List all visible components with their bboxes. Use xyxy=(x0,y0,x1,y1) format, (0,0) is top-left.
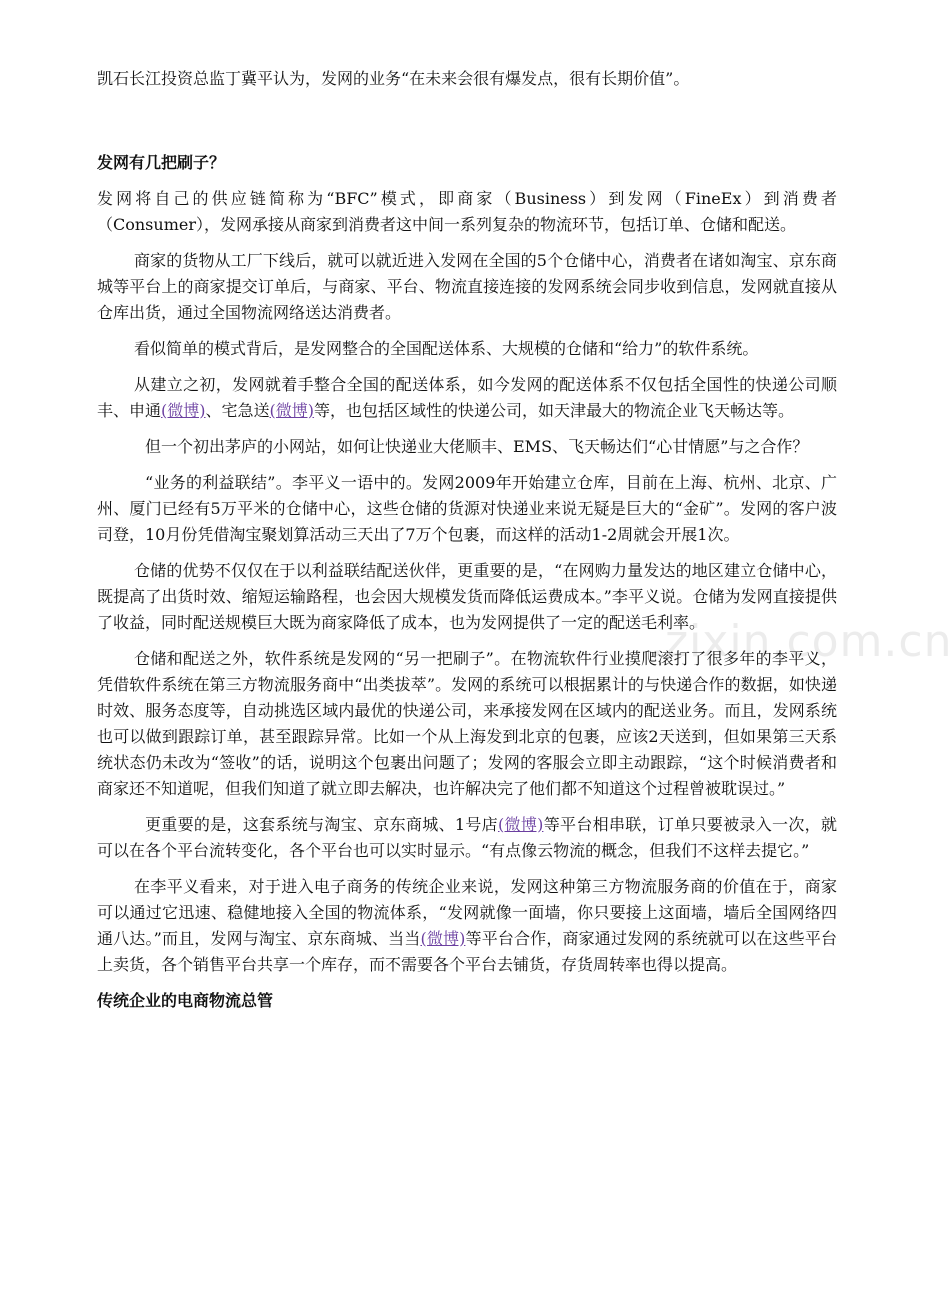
paragraph-text: 等平台合作，商家通过发网的系统就可以在这些平台上卖货，各个销售平台共享一个库存，而不需要各个平台去铺货，存货周转率也得以提高。 xyxy=(97,929,837,974)
paragraph-text: 从建立之初，发网就着手整合全国的配送体系，如今发网的配送体系不仅包括全国性的快递公司顺丰、申通 xyxy=(97,375,837,420)
paragraph-text: 在李平义看来，对于进入电子商务的传统企业来说，发网这种第三方物流服务商的价值在于，商家可以通过它迅速、稳健地接入全国的物流体系，“发网就像一面墙，你只要接上这面墙，墙后全国网络四通八达。”而且，发网与淘宝、京东商城、当当 xyxy=(97,877,837,948)
weibo-link-dangdang[interactable]: (微博) xyxy=(420,929,466,948)
paragraph-text: 等平台相串联，订单只要被录入一次，就可以在各个平台流转变化，各个平台也可以实时显示。“有点像云物流的概念，但我们不这样去提它。” xyxy=(97,815,837,860)
intro-paragraph: 凯石长江投资总监丁冀平认为，发网的业务“在未来会很有爆发点，很有长期价值”。 xyxy=(97,69,690,88)
paragraph-warehouse-flow: 商家的货物从工厂下线后，就可以就近进入发网在全国的5个仓储中心，消费者在诸如淘宝、京东商城等平台上的商家提交订单后，与商家、平台、物流直接连接的发网系统会同步收到信息，发网就直接从仓库出货，通过全国物流网络送达消费者。 xyxy=(97,251,837,322)
watermark-text: .zixin.com.cn xyxy=(650,616,952,667)
paragraph-text: 更重要的是，这套系统与淘宝、京东商城、1号店 xyxy=(145,815,498,834)
paragraph-platform-integration xyxy=(97,812,837,864)
paragraph-bfc-model: 发网将自己的供应链简称为“BFC”模式，即商家（Business）到发网（FineEx）到消费者（Consumer），发网承接从商家到消费者这中间一系列复杂的物流环节，包括订单、仓储和配送。 xyxy=(97,189,837,234)
paragraph-interest-link: “业务的利益联结”。李平义一语中的。发网2009年开始建立仓库，目前在上海、杭州、北京、广州、厦门已经有5万平米的仓储中心，这些仓储的货源对快递业来说无疑是巨大的“金矿”。发网的客户波司登，10月份凭借淘宝聚划算活动三天出了7万个包裹，而这样的活动1-2周就会开展1次。 xyxy=(97,473,837,544)
section-heading-brushes: 发网有几把刷子？ xyxy=(97,153,226,172)
paragraph-delivery-system xyxy=(97,372,837,424)
paragraph-software-system: 仓储和配送之外，软件系统是发网的“另一把刷子”。在物流软件行业摸爬滚打了很多年的李平义，凭借软件系统在第三方物流服务商中“出类拔萃”。发网的系统可以根据累计的与快递合作的数据，如快递时效、服务态度等，自动挑选区域内最优的快递公司，来承接发网在区域内的配送业务。而且，发网系统也可以做到跟踪订单，甚至跟踪异常。比如一个从上海发到北京的包裹，应该2天送到，但如果第三天系统状态仍未改为“签收”的话，说明这个包裹出问题了；发网的客服会立即主动跟踪，“这个时候消费者和商家还不知道呢，但我们知道了就立即去解决，也许解决完了他们都不知道这个过程曾被耽误过。” xyxy=(97,649,837,798)
weibo-link-yihaodian[interactable]: (微博) xyxy=(497,815,544,834)
weibo-link-zhaijisong[interactable]: (微博) xyxy=(269,401,315,420)
paragraph-warehouse-advantage: 仓储的优势不仅仅在于以利益联结配送伙伴，更重要的是，“在网购力量发达的地区建立仓储中心，既提高了出货时效、缩短运输路程，也会因大规模发货而降低运费成本。”李平义说。仓储为发网直接提供了收益，同时配送规模巨大既为商家降低了成本，也为发网提供了一定的配送毛利率。 xyxy=(97,561,837,632)
paragraph-text: 等，也包括区域性的快递公司，如天津最大的物流企业飞天畅达等。 xyxy=(314,401,795,420)
paragraph-third-party-value xyxy=(97,874,837,978)
weibo-link-shentong[interactable]: (微博) xyxy=(161,401,206,420)
paragraph-text: 、宅急送 xyxy=(205,401,270,420)
section-heading-traditional: 传统企业的电商物流总管 xyxy=(97,991,274,1010)
paragraph-behind-model: 看似简单的模式背后，是发网整合的全国配送体系、大规模的仓储和“给力”的软件系统。 xyxy=(134,339,759,358)
paragraph-question: 但一个初出茅庐的小网站，如何让快递业大佬顺丰、EMS、飞天畅达们“心甘情愿”与之合作？ xyxy=(145,437,809,456)
article-body xyxy=(97,66,837,1014)
